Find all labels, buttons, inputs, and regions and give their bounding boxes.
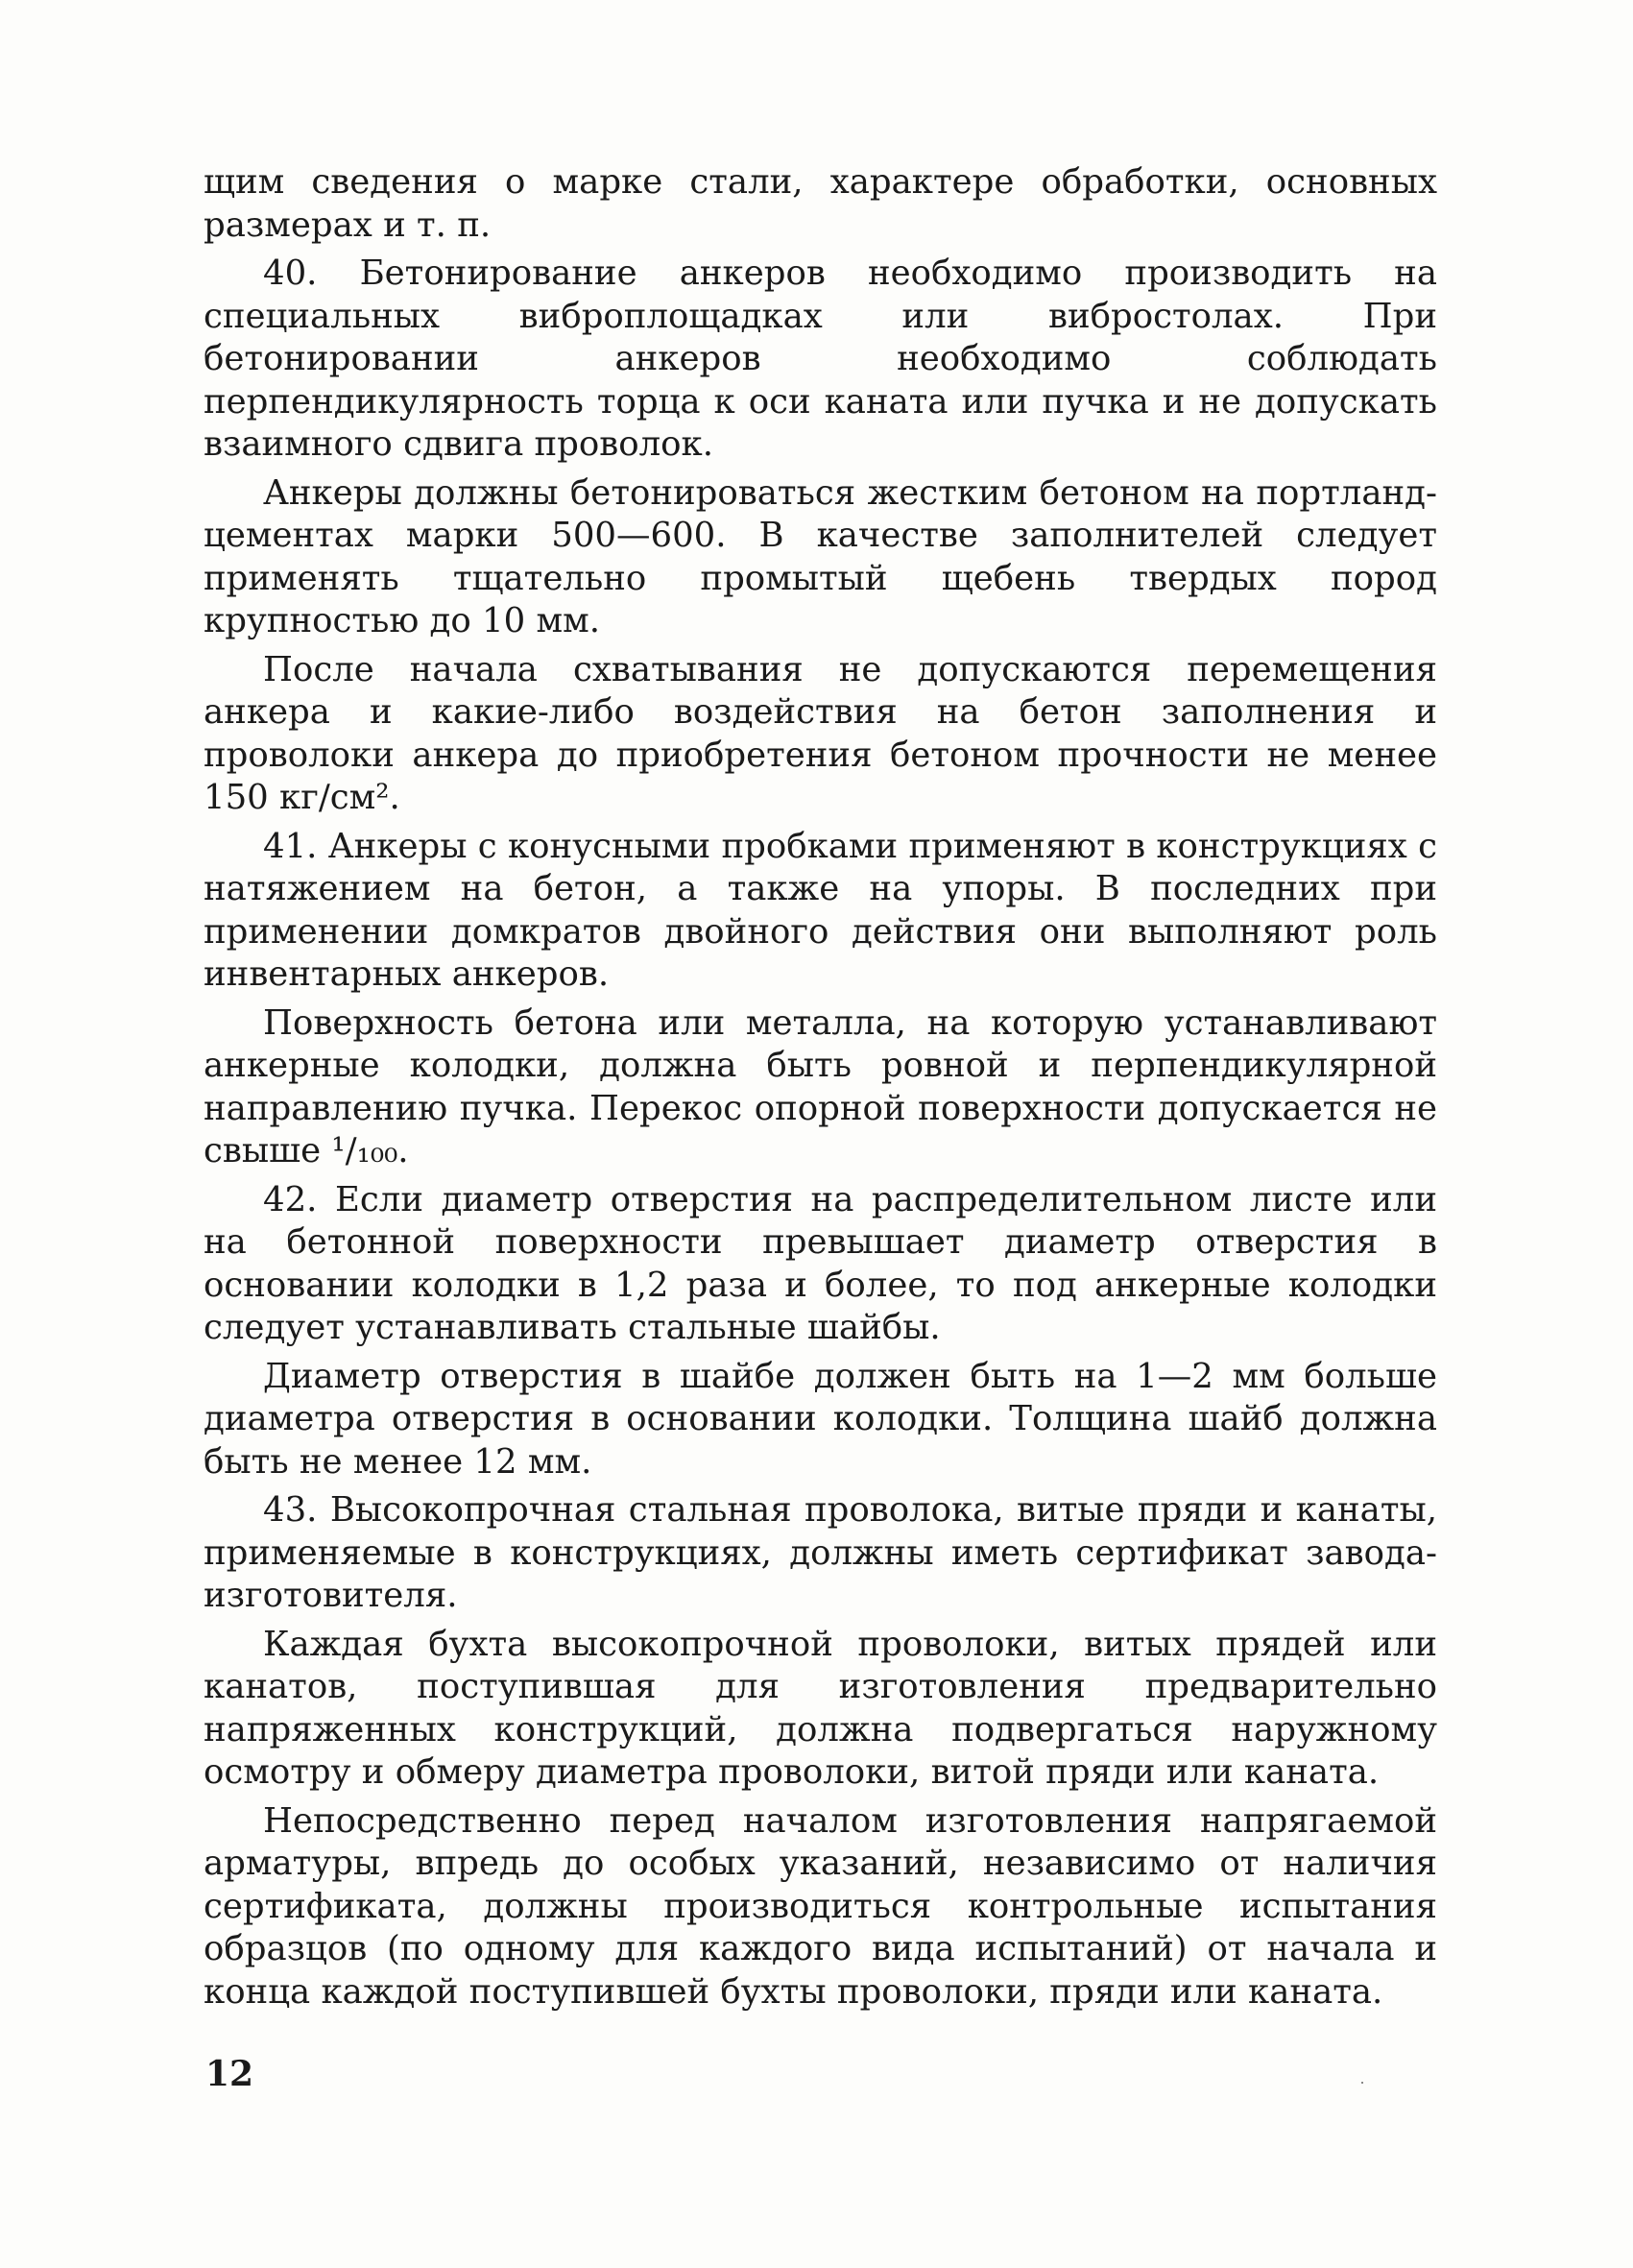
paragraph-coil-inspection: Каждая бухта высокопрочной проволоки, витых прядей или канатов, поступившая для изготовления предварительно напряженных конструкций, должна подвергаться наружному осмотру и обмеру диаметра проволоки, витой пряди или каната. [204, 1624, 1437, 1792]
paragraph-item-43: 43. Высокопрочная стальная проволока, витые пряди и канаты, применяемые в конструкциях, должны иметь сертификат завода-изготовителя. [204, 1490, 1437, 1615]
paragraph-surface: Поверхность бетона или металла, на которую устанавливают анкерные колодки, должна быть ровной и перпендикулярной направлению пучка. Перекос опорной поверхности допускается не свыше ¹/₁₀₀. [204, 1002, 1437, 1170]
paragraph-anchor-concrete: Анкеры должны бетонироваться жестким бетоном на портланд-цементах марки 500—600. В качестве заполнителей следует применять тщательно промытый щебень твердых пород крупностью до 10 мм. [204, 472, 1437, 640]
scan-speck [1361, 2082, 1363, 2084]
paragraph-control-tests: Непосредственно перед началом изготовления напрягаемой арматуры, впредь до особых указаний, независимо от наличия сертификата, должны производиться контрольные испытания образцов (по одному для каждого вида испытаний) от начала и конца каждой поступившей бухты проволоки, пряди или каната. [204, 1800, 1437, 2012]
paragraph-item-42: 42. Если диаметр отверстия на распределительном листе или на бетонной поверхности превышает диаметр отверстия в основании колодки в 1,2 раза и более, то под анкерные колодки следует устанавливать стальные шайбы. [204, 1179, 1437, 1347]
page-number: 12 [205, 2054, 254, 2094]
paragraph-washer: Диаметр отверстия в шайбе должен быть на 1—2 мм больше диаметра отверстия в основании колодки. Толщина шайб должна быть не менее 12 мм. [204, 1356, 1437, 1482]
paragraph-item-40: 40. Бетонирование анкеров необходимо производить на специальных виброплощадках или вибростолах. При бетонировании анкеров необходимо соблюдать перпендикулярность торца к оси каната или пучка и не допускать взаимного сдвига проволок. [204, 253, 1437, 464]
body-text [204, 161, 1437, 2019]
paragraph-item-41: 41. Анкеры с конусными пробками применяют в конструкциях с натяжением на бетон, а также на упоры. В последних при применении домкратов двойного действия они выполняют роль инвентарных анкеров. [204, 826, 1437, 994]
paragraph-setting: После начала схватывания не допускаются перемещения анкера и какие-либо воздействия на бетон заполнения и проволоки анкера до приобретения бетоном прочности не менее 150 кг/см². [204, 649, 1437, 817]
paragraph-continuation: щим сведения о марке стали, характере обработки, основных размерах и т. п. [204, 162, 1437, 245]
